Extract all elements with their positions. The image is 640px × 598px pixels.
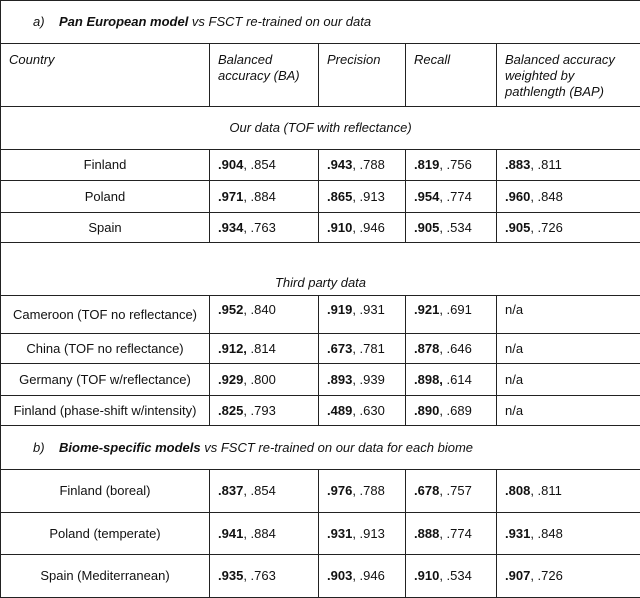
baseline-value: , .913 [352,525,385,541]
best-value: .878 [414,340,440,356]
recall-cell [406,470,497,513]
recall-cell [406,396,497,426]
baseline-value: , .788 [352,483,385,498]
bap-cell: n/a [497,296,640,334]
best-value: .904 [218,157,244,172]
best-value: .971 [218,188,244,204]
bap-cell [497,181,640,213]
best-value: .935 [218,568,244,583]
recall-cell [406,334,497,364]
baseline-value: , .534 [439,219,472,235]
country-cell: China (TOF no reflectance) [1,334,210,364]
col-header-bap: Balanced accuracy weighted by pathlength (BAP) [497,44,640,107]
baseline-value: .614 [442,371,472,387]
best-value: .837 [218,483,244,498]
baseline-value: , .763 [243,219,276,235]
baseline-value: , .774 [439,188,472,204]
table-row [1,213,640,243]
ba-cell [210,364,319,396]
baseline-value: , .757 [439,483,472,498]
section-b-header [1,426,640,470]
country-cell: Germany (TOF w/reflectance) [1,364,210,396]
table-row [1,150,640,181]
precision-cell [319,150,406,181]
column-header-row [1,44,640,107]
best-value: .905 [414,219,440,235]
col-header-ba: Balanced accuracy (BA) [210,44,319,107]
best-value: .934 [218,219,244,235]
best-value: .952 [218,302,244,317]
best-value: .929 [218,371,244,387]
group-our-data-title: Our data (TOF with reflectance) [1,107,640,150]
best-value: .921 [414,302,440,317]
baseline-value: , .811 [530,483,562,498]
best-value: .943 [327,157,353,172]
section-a-title: a) Pan European model vs FSCT re-trained on our data [1,1,640,44]
baseline-value: , .848 [530,525,563,541]
country-cell: Cameroon (TOF no reflectance) [1,296,210,334]
ba-cell [210,334,319,364]
best-value: .903 [327,568,353,583]
baseline-value: , .793 [243,402,276,418]
baseline-value: , .726 [530,568,563,583]
table-row [1,296,640,334]
table-row [1,396,640,426]
precision-cell [319,513,406,555]
baseline-value: , .848 [530,188,563,204]
country-cell: Poland [1,181,210,213]
col-header-precision: Precision [319,44,406,107]
baseline-value: , .691 [439,302,472,317]
precision-cell [319,470,406,513]
best-value: .678 [414,483,440,498]
baseline-value: , .931 [352,302,385,317]
baseline-value: , .811 [530,157,562,172]
baseline-value: , .840 [243,302,276,317]
table-row [1,181,640,213]
best-value: .890 [414,402,440,418]
baseline-value: , .884 [243,525,276,541]
baseline-value: , .763 [243,568,276,583]
baseline-value: , .946 [352,568,385,583]
best-value: .825 [218,402,244,418]
section-b-title: b) Biome-specific models vs FSCT re-trained on our data for each biome [1,426,640,470]
bap-cell: n/a [497,396,640,426]
best-value: .960 [505,188,531,204]
recall-cell [406,296,497,334]
bap-cell: n/a [497,364,640,396]
ba-cell [210,396,319,426]
country-cell: Finland (phase-shift w/intensity) [1,396,210,426]
table-row [1,513,640,555]
baseline-value: , .646 [439,340,472,356]
bap-cell [497,213,640,243]
table-row [1,555,640,598]
group-our-data-header [1,107,640,150]
country-cell: Poland (temperate) [1,513,210,555]
best-value: .907 [505,568,531,583]
baseline-value: , .854 [243,157,276,172]
baseline-value: , .630 [352,402,385,418]
ba-cell [210,181,319,213]
bap-cell [497,470,640,513]
recall-cell [406,213,497,243]
baseline-value: , .946 [352,219,385,235]
baseline-value: , .939 [352,371,385,387]
section-a-header [1,1,640,44]
best-value: .819 [414,157,440,172]
col-header-recall: Recall [406,44,497,107]
best-value: .673 [327,340,353,356]
recall-cell [406,181,497,213]
ba-cell [210,213,319,243]
bap-cell [497,555,640,598]
best-value: .888 [414,525,440,541]
best-value: .489 [327,402,353,418]
best-value: .910 [414,568,440,583]
best-value: .976 [327,483,353,498]
ba-cell [210,150,319,181]
baseline-value: , .756 [439,157,472,172]
ba-cell [210,296,319,334]
best-value: .941 [218,525,244,541]
precision-cell [319,555,406,598]
recall-cell [406,150,497,181]
country-cell: Spain [1,213,210,243]
best-value: .865 [327,188,353,204]
baseline-value: , .726 [530,219,563,235]
baseline-value: , .854 [243,483,276,498]
best-value: .931 [327,525,353,541]
table-row [1,364,640,396]
table-row [1,334,640,364]
best-value: .931 [505,525,531,541]
precision-cell [319,296,406,334]
ba-cell [210,555,319,598]
table-row [1,470,640,513]
group-third-party-header [1,243,640,296]
best-value: .893 [327,371,353,387]
baseline-value: , .689 [439,402,472,418]
precision-cell [319,181,406,213]
best-value: .808 [505,483,531,498]
best-value: .905 [505,219,531,235]
baseline-value: , .913 [352,188,385,204]
country-cell: Finland [1,150,210,181]
precision-cell [319,213,406,243]
baseline-value: , .800 [243,371,276,387]
baseline-value: , .774 [439,525,472,541]
best-value: .954 [414,188,440,204]
precision-cell [319,364,406,396]
best-value: .919 [327,302,353,317]
group-third-party-title: Third party data [1,243,640,296]
baseline-value: , .884 [243,188,276,204]
precision-cell [319,396,406,426]
country-cell: Spain (Mediterranean) [1,555,210,598]
recall-cell [406,364,497,396]
ba-cell [210,513,319,555]
country-cell: Finland (boreal) [1,470,210,513]
precision-cell [319,334,406,364]
baseline-value: , .788 [352,157,385,172]
bap-cell [497,513,640,555]
baseline-value: , .781 [352,340,385,356]
recall-cell [406,513,497,555]
best-value: .912, [218,340,247,356]
baseline-value: , .534 [439,568,472,583]
bap-cell [497,150,640,181]
bap-cell: n/a [497,334,640,364]
recall-cell [406,555,497,598]
ba-cell [210,470,319,513]
best-value: .883 [505,157,531,172]
baseline-value: .814 [246,340,276,356]
best-value: .910 [327,219,353,235]
col-header-country: Country [1,44,210,107]
best-value: .898, [414,371,443,387]
